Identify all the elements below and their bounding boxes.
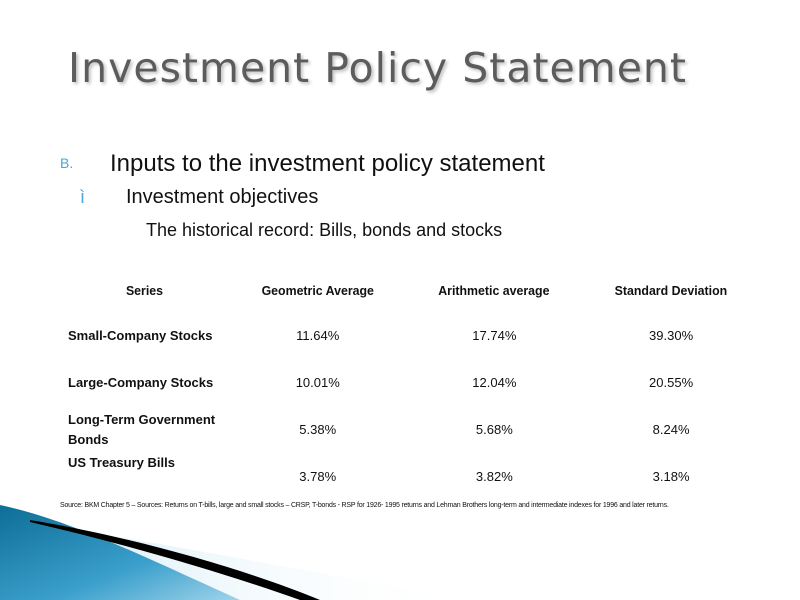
bullet-text-historical-record: The historical record: Bills, bonds and stocks <box>146 220 503 240</box>
series-name: US Treasury Bills <box>68 455 175 470</box>
bullet-marker-b: B. <box>60 155 74 171</box>
arithmetic-value: 5.68% <box>475 422 513 437</box>
arithmetic-value: 12.04% <box>472 375 517 390</box>
table-row <box>60 312 760 359</box>
table-header-row <box>60 268 760 312</box>
table-row <box>60 359 760 406</box>
source-footnote: Source: BKM Chapter 5 – Sources: Returns on T-bills, large and small stocks – CRSP, T-bonds - RSP for 1926- 1995 returns and Lehman Brothers long-term and intermediate indexes for 1996 and later returns. <box>60 502 669 509</box>
geometric-value: 10.01% <box>295 375 340 390</box>
bullet-level-2 <box>80 186 318 209</box>
geometric-value: 11.64% <box>296 328 340 343</box>
series-name: Large-Company Stocks <box>68 374 214 390</box>
bullet-marker-arrow-icon: ì <box>80 187 86 207</box>
series-name: Small-Company Stocks <box>68 327 213 343</box>
stdev-value: 3.18% <box>652 469 690 484</box>
bullet-text-objectives: Investment objectives <box>126 186 319 208</box>
bullet-text-inputs: Inputs to the investment policy statement <box>110 150 545 177</box>
table-row <box>60 406 760 453</box>
geometric-value: 5.38% <box>299 422 337 437</box>
header-geometric-average: Geometric Average <box>261 282 374 298</box>
slide-title: Investment Policy Statement <box>68 44 687 92</box>
returns-table <box>60 268 760 500</box>
header-series: Series <box>125 282 164 298</box>
bullet-level-1 <box>60 150 545 178</box>
stdev-value: 8.24% <box>652 422 690 437</box>
bullet-level-3 <box>98 220 502 241</box>
stdev-value: 20.55% <box>649 375 694 390</box>
geometric-value: 3.78% <box>299 469 337 484</box>
header-standard-deviation: Standard Deviation <box>614 282 728 298</box>
header-arithmetic-average: Arithmetic average <box>438 282 550 298</box>
arithmetic-value: 3.82% <box>475 469 513 484</box>
series-name: Long-Term Government Bonds <box>68 411 216 447</box>
table-row <box>60 453 760 500</box>
stdev-value: 39.30% <box>649 328 694 343</box>
arithmetic-value: 17.74% <box>472 328 517 343</box>
